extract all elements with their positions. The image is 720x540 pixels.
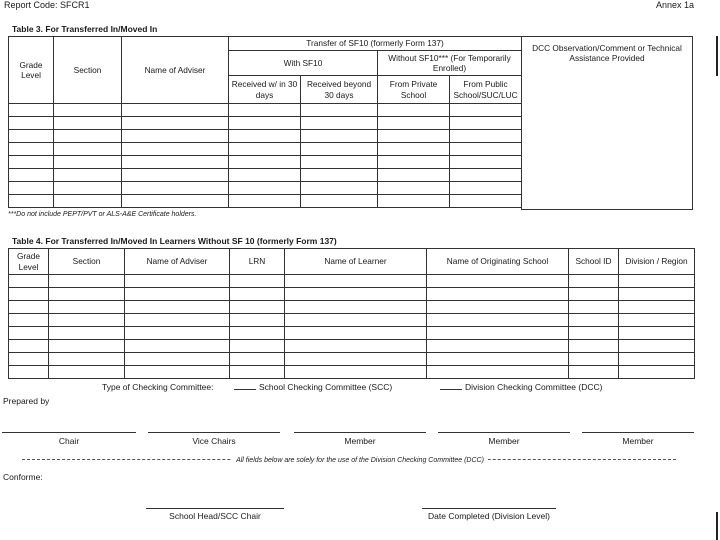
table-row [9,288,695,301]
prepared-by-label: Prepared by [3,396,50,406]
page-edge-mark [716,512,718,540]
table-row [9,182,522,195]
table-row [9,275,695,288]
col-adviser: Name of Adviser [125,249,230,275]
member-label: Member [344,436,376,446]
dcc-label: Division Checking Committee (DCC) [465,382,603,392]
table-row [9,340,695,353]
table-row [9,104,522,117]
scc-label: School Checking Committee (SCC) [259,382,393,392]
dcc-observation-box [521,36,693,210]
dcc-option[interactable] [440,382,602,392]
table-row [9,130,522,143]
annex-label: Annex 1a [656,0,695,10]
table-row [9,156,522,169]
col-originating-school: Name of Originating School [427,249,569,275]
col-section: Section [54,37,122,104]
table4-title: Table 4. For Transferred In/Moved In Learners Without SF 10 (formerly Form 137) [12,236,337,246]
col-dcc-observation: DCC Observation/Comment or Technical Assistance Provided [522,37,693,210]
table-row [9,366,695,379]
col-with-sf10: With SF10 [229,51,378,76]
member-signature-line[interactable] [582,432,694,433]
table-row [9,143,522,156]
table-row [9,169,522,182]
col-grade-level: Grade Level [9,37,54,104]
member-label: Member [488,436,520,446]
page-edge-mark [716,36,718,76]
col-from-public: From Public School/SUC/LUC [450,76,522,104]
col-lrn: LRN [230,249,285,275]
col-learner-name: Name of Learner [285,249,427,275]
member-label: Member [622,436,654,446]
report-code: Report Code: SFCR1 [4,0,90,10]
scc-checkbox-blank[interactable] [234,383,256,390]
col-grade-level: Grade Level [9,249,49,275]
col-transfer-sf10: Transfer of SF10 (formerly Form 137) [229,37,522,51]
member-signature-line[interactable] [438,432,570,433]
table3 [8,36,522,208]
col-division-region: Division / Region [619,249,695,275]
date-completed-label: Date Completed (Division Level) [428,511,550,521]
table4 [8,248,695,379]
dcc-note [0,454,720,464]
col-without-sf10: Without SF10*** (For Temporarily Enrolled) [378,51,522,76]
table-row [9,353,695,366]
col-school-id: School ID [569,249,619,275]
committee-type-label: Type of Checking Committee: [102,382,214,392]
dcc-note-text: All fields below are solely for the use of the Division Checking Committee (DCC) [232,457,488,464]
vice-chairs-label: Vice Chairs [192,436,236,446]
table-row [9,327,695,340]
col-from-private: From Private School [378,76,450,104]
table-row [9,301,695,314]
table-row [9,314,695,327]
col-section: Section [49,249,125,275]
dcc-checkbox-blank[interactable] [440,383,462,390]
col-adviser: Name of Adviser [122,37,229,104]
col-received-beyond: Received beyond 30 days [301,76,378,104]
table-row [9,117,522,130]
school-head-signature-line[interactable] [146,508,284,509]
table3-note: ***Do not include PEPT/PVT or ALS-A&E Certificate holders. [8,211,197,218]
table3-title: Table 3. For Transferred In/Moved In [12,24,158,34]
chair-label: Chair [58,436,80,446]
scc-option[interactable] [234,382,392,392]
chair-signature-line[interactable] [2,432,136,433]
vice-chair-signature-line[interactable] [148,432,280,433]
conforme-label: Conforme: [3,472,43,482]
member-signature-line[interactable] [294,432,426,433]
table-row [9,195,522,208]
date-completed-line[interactable] [422,508,556,509]
col-received-within: Received w/ in 30 days [229,76,301,104]
school-head-label: School Head/SCC Chair [169,511,261,521]
